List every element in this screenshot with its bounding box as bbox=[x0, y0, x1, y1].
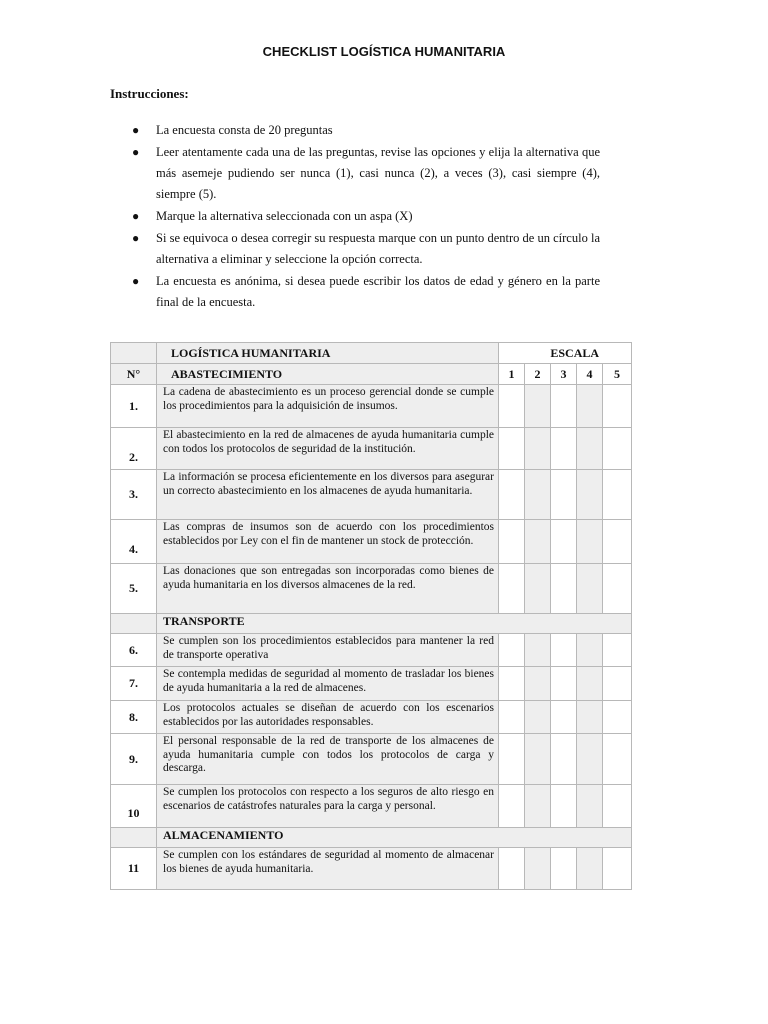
answer-cell-4[interactable] bbox=[577, 634, 603, 667]
answer-cell-1[interactable] bbox=[499, 385, 525, 428]
table-row bbox=[111, 667, 632, 701]
scale-header-2: 2 bbox=[525, 364, 551, 385]
answer-cell-3[interactable] bbox=[551, 564, 577, 614]
answer-cell-1[interactable] bbox=[499, 520, 525, 564]
row-number: 8. bbox=[111, 701, 157, 734]
answer-cell-3[interactable] bbox=[551, 734, 577, 785]
bullet-icon: ● bbox=[132, 145, 140, 159]
instruction-text: La encuesta es anónima, si desea puede escribir los datos de edad y género en la parte final de la encuesta. bbox=[156, 274, 600, 309]
row-number: 4. bbox=[111, 520, 157, 564]
answer-cell-3[interactable] bbox=[551, 385, 577, 428]
question-text: Se cumplen con los estándares de seguridad al momento de almacenar los bienes de ayuda humanitaria. bbox=[157, 848, 499, 890]
question-text: La cadena de abastecimiento es un proceso gerencial donde se cumple los procedimientos para la adquisición de insumos. bbox=[157, 385, 499, 428]
question-text: Los protocolos actuales se diseñan de acuerdo con los escenarios establecidos por las autoridades responsables. bbox=[157, 701, 499, 734]
answer-cell-1[interactable] bbox=[499, 428, 525, 470]
answer-cell-3[interactable] bbox=[551, 785, 577, 828]
row-number: 6. bbox=[111, 634, 157, 667]
answer-cell-2[interactable] bbox=[525, 520, 551, 564]
instruction-text: Si se equivoca o desea corregir su respuesta marque con un punto dentro de un círculo la alternativa a eliminar y seleccione la opción correcta. bbox=[156, 231, 600, 266]
answer-cell-1[interactable] bbox=[499, 848, 525, 890]
instruction-text: La encuesta consta de 20 preguntas bbox=[156, 123, 333, 137]
answer-cell-5[interactable] bbox=[603, 734, 632, 785]
answer-cell-2[interactable] bbox=[525, 564, 551, 614]
section-blank-cell bbox=[111, 614, 157, 634]
row-number: 5. bbox=[111, 564, 157, 614]
section-transporte: TRANSPORTE bbox=[157, 614, 632, 634]
answer-cell-4[interactable] bbox=[577, 701, 603, 734]
question-text: Se contempla medidas de seguridad al momento de trasladar los bienes de ayuda humanitaria a la red de almacenes. bbox=[157, 667, 499, 701]
answer-cell-1[interactable] bbox=[499, 785, 525, 828]
answer-cell-2[interactable] bbox=[525, 734, 551, 785]
scale-header-4: 4 bbox=[577, 364, 603, 385]
answer-cell-2[interactable] bbox=[525, 785, 551, 828]
table-row bbox=[111, 564, 632, 614]
table-row bbox=[111, 701, 632, 734]
answer-cell-4[interactable] bbox=[577, 470, 603, 520]
instruction-item bbox=[110, 228, 600, 270]
answer-cell-5[interactable] bbox=[603, 564, 632, 614]
row-number: 7. bbox=[111, 667, 157, 701]
instruction-text: Marque la alternativa seleccionada con un aspa (X) bbox=[156, 209, 413, 223]
answer-cell-2[interactable] bbox=[525, 848, 551, 890]
table-row bbox=[111, 634, 632, 667]
answer-cell-1[interactable] bbox=[499, 701, 525, 734]
answer-cell-5[interactable] bbox=[603, 428, 632, 470]
question-text: El abastecimiento en la red de almacenes de ayuda humanitaria cumple con todos los protocolos de seguridad de la institución. bbox=[157, 428, 499, 470]
instruction-item bbox=[110, 271, 600, 313]
question-text: Se cumplen los protocolos con respecto a los seguros de alto riesgo en escenarios de catástrofes naturales para la carga y personal. bbox=[157, 785, 499, 828]
answer-cell-4[interactable] bbox=[577, 848, 603, 890]
instructions-list bbox=[110, 120, 600, 314]
answer-cell-2[interactable] bbox=[525, 634, 551, 667]
row-number: 11 bbox=[111, 848, 157, 890]
instruction-text: Leer atentamente cada una de las preguntas, revise las opciones y elija la alternativa que más asemeje pudiendo ser nunca (1), casi nunca (2), a veces (3), casi siempre (4), siempre (5). bbox=[156, 145, 600, 201]
answer-cell-1[interactable] bbox=[499, 734, 525, 785]
row-number: 3. bbox=[111, 470, 157, 520]
answer-cell-5[interactable] bbox=[603, 667, 632, 701]
table-row bbox=[111, 785, 632, 828]
answer-cell-5[interactable] bbox=[603, 385, 632, 428]
answer-cell-4[interactable] bbox=[577, 564, 603, 614]
answer-cell-5[interactable] bbox=[603, 785, 632, 828]
scale-header-3: 3 bbox=[551, 364, 577, 385]
answer-cell-1[interactable] bbox=[499, 667, 525, 701]
scale-header-5: 5 bbox=[603, 364, 632, 385]
answer-cell-3[interactable] bbox=[551, 667, 577, 701]
answer-cell-3[interactable] bbox=[551, 520, 577, 564]
answer-cell-5[interactable] bbox=[603, 520, 632, 564]
answer-cell-3[interactable] bbox=[551, 634, 577, 667]
scale-header-1: 1 bbox=[499, 364, 525, 385]
answer-cell-5[interactable] bbox=[603, 634, 632, 667]
row-number: 10 bbox=[111, 785, 157, 828]
section-abastecimiento: ABASTECIMIENTO bbox=[157, 364, 499, 385]
instruction-item bbox=[110, 142, 600, 205]
answer-cell-2[interactable] bbox=[525, 667, 551, 701]
answer-cell-4[interactable] bbox=[577, 428, 603, 470]
question-text: El personal responsable de la red de transporte de los almacenes de ayuda humanitaria cumple con todos los protocolos de carga y descarga. bbox=[157, 734, 499, 785]
answer-cell-1[interactable] bbox=[499, 470, 525, 520]
question-text: Las compras de insumos son de acuerdo con los procedimientos establecidos por Ley con el fin de mantener un stock de protección. bbox=[157, 520, 499, 564]
header-blank-cell bbox=[111, 343, 157, 364]
answer-cell-1[interactable] bbox=[499, 564, 525, 614]
answer-cell-3[interactable] bbox=[551, 470, 577, 520]
header-scale: ESCALA bbox=[499, 343, 632, 364]
answer-cell-3[interactable] bbox=[551, 701, 577, 734]
answer-cell-1[interactable] bbox=[499, 634, 525, 667]
checklist-table bbox=[110, 342, 632, 890]
question-text: La información se procesa eficientemente en los diversos para asegurar un correcto abastecimiento en los almacenes de ayuda humanitaria. bbox=[157, 470, 499, 520]
answer-cell-3[interactable] bbox=[551, 428, 577, 470]
answer-cell-4[interactable] bbox=[577, 520, 603, 564]
bullet-icon: ● bbox=[132, 231, 140, 245]
question-text: Se cumplen son los procedimientos establecidos para mantener la red de transporte operativa bbox=[157, 634, 499, 667]
table-row bbox=[111, 734, 632, 785]
bullet-icon: ● bbox=[132, 209, 140, 223]
answer-cell-4[interactable] bbox=[577, 785, 603, 828]
bullet-icon: ● bbox=[132, 274, 140, 288]
row-number: 1. bbox=[111, 385, 157, 428]
answer-cell-2[interactable] bbox=[525, 385, 551, 428]
answer-cell-3[interactable] bbox=[551, 848, 577, 890]
table-row bbox=[111, 470, 632, 520]
question-text: Las donaciones que son entregadas son incorporadas como bienes de ayuda humanitaria en los diversos almacenes de la red. bbox=[157, 564, 499, 614]
header-title: LOGÍSTICA HUMANITARIA bbox=[157, 343, 499, 364]
bullet-icon: ● bbox=[132, 123, 140, 137]
table-row bbox=[111, 428, 632, 470]
answer-cell-5[interactable] bbox=[603, 470, 632, 520]
document-title: CHECKLIST LOGÍSTICA HUMANITARIA bbox=[262, 44, 506, 59]
table-row bbox=[111, 848, 632, 890]
table-row bbox=[111, 520, 632, 564]
answer-cell-4[interactable] bbox=[577, 734, 603, 785]
row-number: 2. bbox=[111, 428, 157, 470]
answer-cell-2[interactable] bbox=[525, 470, 551, 520]
row-number: 9. bbox=[111, 734, 157, 785]
answer-cell-4[interactable] bbox=[577, 667, 603, 701]
answer-cell-2[interactable] bbox=[525, 428, 551, 470]
table-row bbox=[111, 385, 632, 428]
section-almacenamiento: ALMACENAMIENTO bbox=[157, 828, 632, 848]
section-blank-cell bbox=[111, 828, 157, 848]
answer-cell-5[interactable] bbox=[603, 701, 632, 734]
column-number-header: N° bbox=[111, 364, 157, 385]
instruction-item bbox=[110, 206, 600, 227]
answer-cell-5[interactable] bbox=[603, 848, 632, 890]
answer-cell-4[interactable] bbox=[577, 385, 603, 428]
instructions-label: Instrucciones: bbox=[110, 86, 189, 101]
instruction-item bbox=[110, 120, 600, 141]
answer-cell-2[interactable] bbox=[525, 701, 551, 734]
